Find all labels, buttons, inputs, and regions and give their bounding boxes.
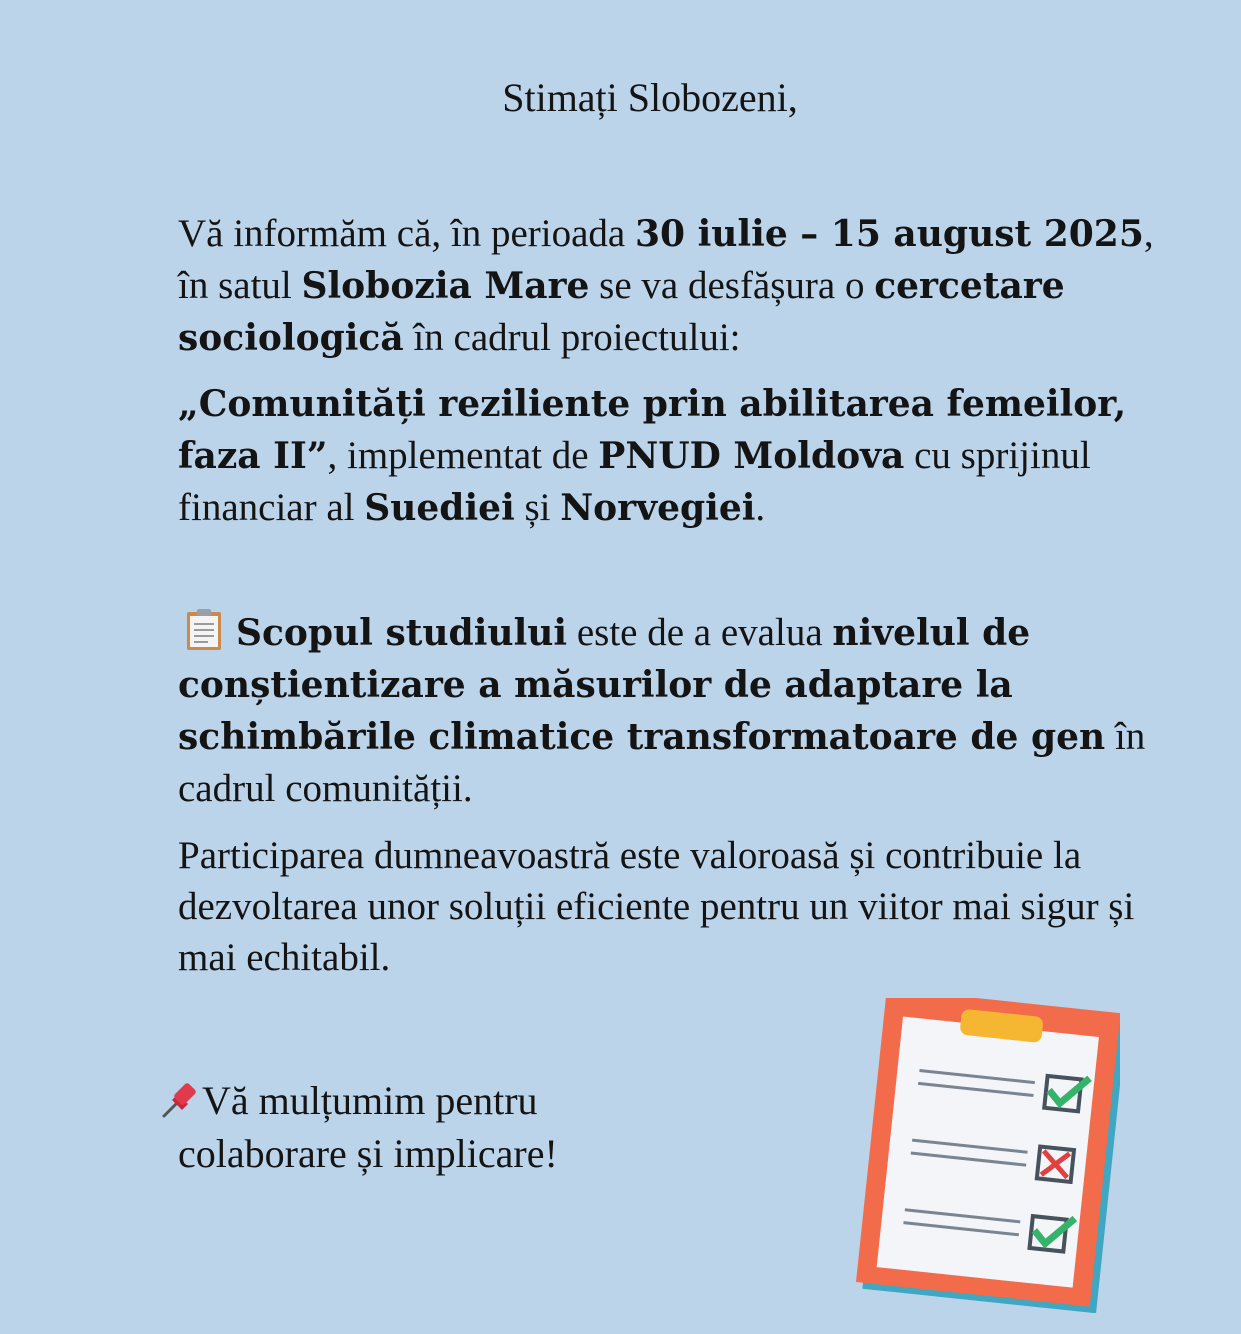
purpose-topic: nivelul de conștientizare a măsurilor de adaptare la schimbările climatice transformatoare de gen — [178, 612, 1106, 758]
period-dates: 30 iulie – 15 august 2025 — [634, 213, 1144, 255]
project-title: „Comunități reziliente prin abilitarea femeilor, faza II” — [178, 383, 1127, 477]
research-type: cercetare sociologică — [178, 265, 1065, 359]
thanks-line-2: colaborare și implicare! — [178, 1131, 558, 1176]
purpose-label: Scopul studiului — [236, 612, 568, 654]
thanks-line-1: Vă mulțumim pentru — [202, 1078, 538, 1123]
village-name: Slobozia Mare — [301, 265, 590, 307]
paragraph-purpose — [178, 607, 1178, 814]
text: , implementat de — [327, 434, 599, 477]
text: în cadrul proiectului: — [403, 316, 741, 359]
donor-sweden: Suediei — [364, 487, 515, 529]
checklist-clipboard-icon — [855, 998, 1120, 1313]
text: se va desfășura o — [589, 264, 875, 307]
thanks-note — [158, 1074, 778, 1180]
implementer: PNUD Moldova — [598, 435, 905, 477]
text: Vă informăm că, în perioada — [178, 212, 635, 255]
paragraph-intro — [178, 208, 1178, 364]
text: și — [514, 486, 561, 529]
text: în cadrul comunității. — [178, 715, 1146, 810]
text: . — [755, 486, 766, 529]
donor-norway: Norvegiei — [560, 487, 756, 529]
greeting: Stimați Slobozeni, — [502, 75, 798, 120]
text: este de a evalua — [567, 611, 833, 654]
pushpin-icon — [158, 1080, 202, 1120]
paragraph-project — [178, 378, 1178, 534]
paragraph-participation: Participarea dumneavoastră este valoroasă și contribuie la dezvoltarea unor soluții eficiente pentru un viitor mai sigur și mai echitabil. — [178, 834, 1135, 979]
text: , în satul — [178, 212, 1154, 307]
clipboard-icon — [184, 607, 226, 653]
text: cu sprijinul financiar al — [178, 434, 1091, 529]
